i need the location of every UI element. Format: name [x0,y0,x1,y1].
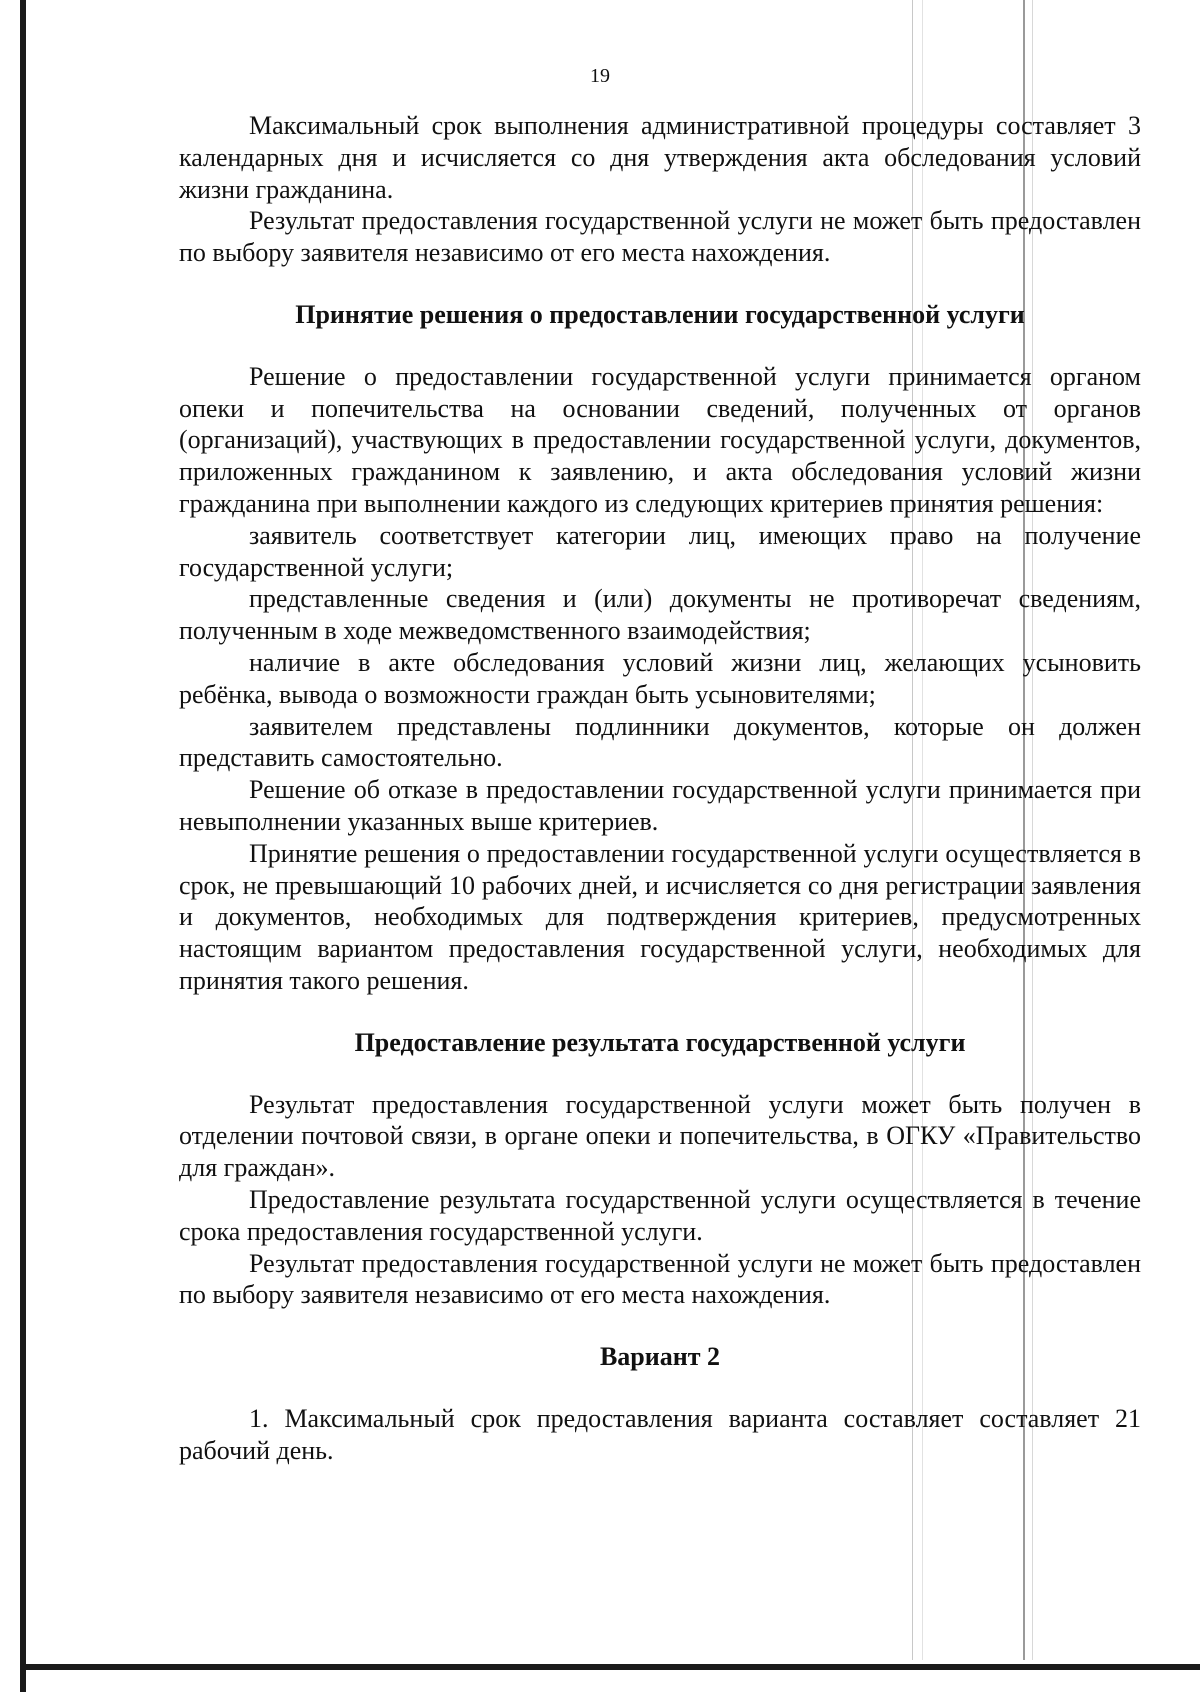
document-body [179,110,1141,1466]
page-number: 19 [590,65,610,87]
paragraph: Принятие решения о предоставлении государственной услуги осуществляется в срок, не превышающий 10 рабочих дней, и исчисляется со дня регистрации заявления и документов, необходимых для подтверждения критериев, предусмотренных настоящим вариантом предоставления государственной услуги, необходимых для принятия такого решения. [179,838,1141,995]
page-bottom-border [20,1664,1200,1670]
criterion-item: наличие в акте обследования условий жизни лиц, желающих усыновить ребёнка, вывода о возможности граждан быть усыновителями; [179,647,1141,709]
paragraph: Предоставление результата государственной услуги осуществляется в течение срока предоставления государственной услуги. [179,1184,1141,1246]
criterion-item: заявителем представлены подлинники документов, которые он должен представить самостоятельно. [179,711,1141,773]
section-heading: Предоставление результата государственной услуги [354,1027,966,1057]
paragraph: Решение о предоставлении государственной услуги принимается органом опеки и попечительства на основании сведений, полученных от органов (организаций), участвующих в предоставлении государственной услуги, документов, приложенных гражданином к заявлению, и акта обследования условий жизни гражданина при выполнении каждого из следующих критериев принятия решения: [179,361,1141,518]
paragraph: Максимальный срок выполнения административной процедуры составляет 3 календарных дня и исчисляется со дня утверждения акта обследования условий жизни гражданина. [179,111,1141,204]
section-heading: Принятие решения о предоставлении государственной услуги [295,299,1025,329]
page-left-border [20,0,26,1692]
paragraph: 1. Максимальный срок предоставления варианта составляет составляет 21 рабочий день. [179,1403,1141,1465]
paragraph: Результат предоставления государственной услуги может быть получен в отделении почтовой связи, в органе опеки и попечительства, в ОГКУ «Правительство для граждан». [179,1089,1141,1183]
criterion-item: заявитель соответствует категории лиц, имеющих право на получение государственной услуги; [179,520,1141,582]
paragraph: Результат предоставления государственной услуги не может быть предоставлен по выбору заявителя независимо от его места нахождения. [179,1248,1141,1310]
section-heading: Вариант 2 [599,1342,721,1372]
paragraph: Результат предоставления государственной услуги не может быть предоставлен по выбору заявителя независимо от его места нахождения. [179,206,1141,268]
criterion-item: представленные сведения и (или) документы не противоречат сведениям, полученным в ходе межведомственного взаимодействия; [179,584,1141,646]
paragraph: Решение об отказе в предоставлении государственной услуги принимается при невыполнении указанных выше критериев. [179,775,1141,836]
